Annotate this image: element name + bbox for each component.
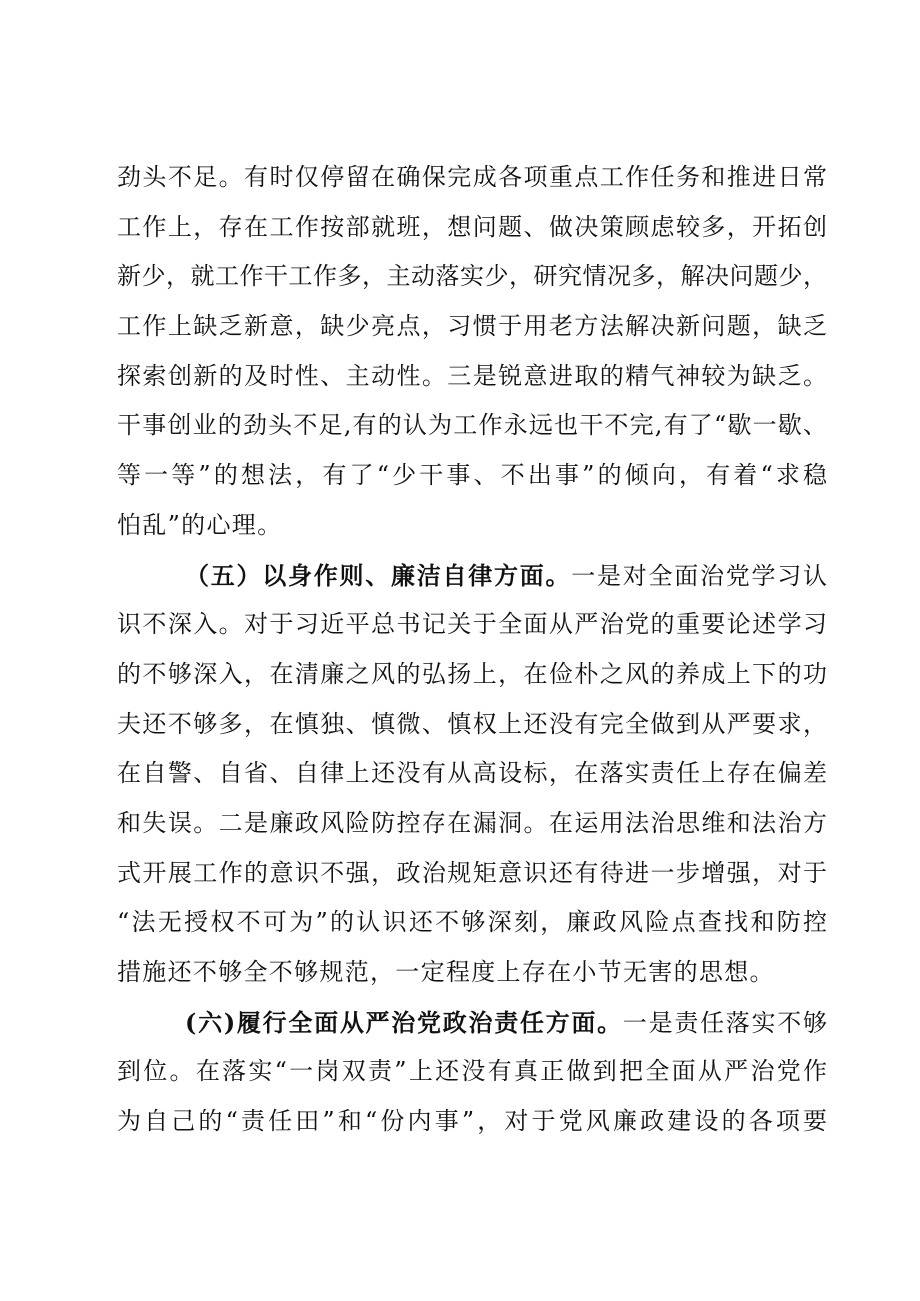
line-text: 劲头不足。有时仅停留在确保完成各项重点工作任务和推进日常 (117, 163, 827, 191)
text-line (117, 849, 827, 899)
text-line (117, 203, 827, 253)
text-line (117, 600, 827, 650)
line-text: “法无授权不可为”的认识还不够深刻，廉政风险点查找和防控 (117, 908, 827, 937)
text-line (117, 501, 827, 551)
line-text: 识不深入。对于习近平总书记关于全面从严治党的重要论述学习 (117, 610, 827, 639)
body-text (117, 153, 827, 1147)
text-line (117, 451, 827, 501)
text-line (117, 352, 827, 402)
line-text: 到位。在落实“一岗双责”上还没有真正做到把全面从严治党作 (117, 1057, 827, 1086)
text-line (117, 401, 827, 451)
line-text: 干事创业的劲头不足,有的认为工作永远也干不完,有了“歇一歇、 (117, 411, 827, 440)
line-text: 式开展工作的意识不强，政治规矩意识还有待进一步增强，对于 (117, 858, 827, 887)
text-line (117, 1097, 827, 1147)
text-line (117, 749, 827, 799)
line-text: 等一等”的想法，有了“少干事、不出事”的倾向，有着“求稳 (117, 461, 827, 490)
section-heading-5: （五）以身作则、廉洁自律方面。 (185, 560, 572, 590)
section-heading-line (117, 998, 827, 1048)
text-line (117, 898, 827, 948)
text-line (117, 948, 827, 998)
line-text: 和失误。二是廉政风险防控存在漏洞。在运用法治思维和法治方 (117, 808, 827, 837)
section-heading-line (117, 551, 827, 601)
text-line (117, 1047, 827, 1097)
text-line (117, 799, 827, 849)
text-line (117, 252, 827, 302)
line-text: 的不够深入，在清廉之风的弘扬上，在俭朴之风的养成上下的功 (117, 659, 827, 688)
text-line (117, 302, 827, 352)
line-text: 一是责任落实不够 (622, 1008, 827, 1037)
line-text: 工作上，存在工作按部就班，想问题、做决策顾虑较多，开拓创 (117, 212, 827, 241)
line-text: 一是对全面治党学习认 (571, 561, 827, 590)
line-text: 探索创新的及时性、主动性。三是锐意进取的精气神较为缺乏。 (117, 361, 827, 390)
text-line (117, 700, 827, 750)
section-heading-6: (六)履行全面从严治党政治责任方面。 (185, 1007, 623, 1037)
line-text: 工作上缺乏新意，缺少亮点，习惯于用老方法解决新问题，缺乏 (117, 312, 827, 341)
line-text: 怕乱”的心理。 (117, 510, 283, 539)
line-text: 新少，就工作干工作多，主动落实少，研究情况多，解决问题少， (117, 262, 827, 291)
line-text: 措施还不够全不够规范，一定程度上存在小节无害的思想。 (117, 958, 775, 986)
line-text: 在自警、自省、自律上还没有从高设标，在落实责任上存在偏差 (117, 759, 827, 788)
line-text: 为自己的“责任田”和“份内事”，对于党风廉政建设的各项要 (117, 1107, 827, 1136)
text-line (117, 153, 827, 203)
text-line (117, 650, 827, 700)
line-text: 夫还不够多，在慎独、慎微、慎权上还没有完全做到从严要求， (117, 709, 827, 738)
